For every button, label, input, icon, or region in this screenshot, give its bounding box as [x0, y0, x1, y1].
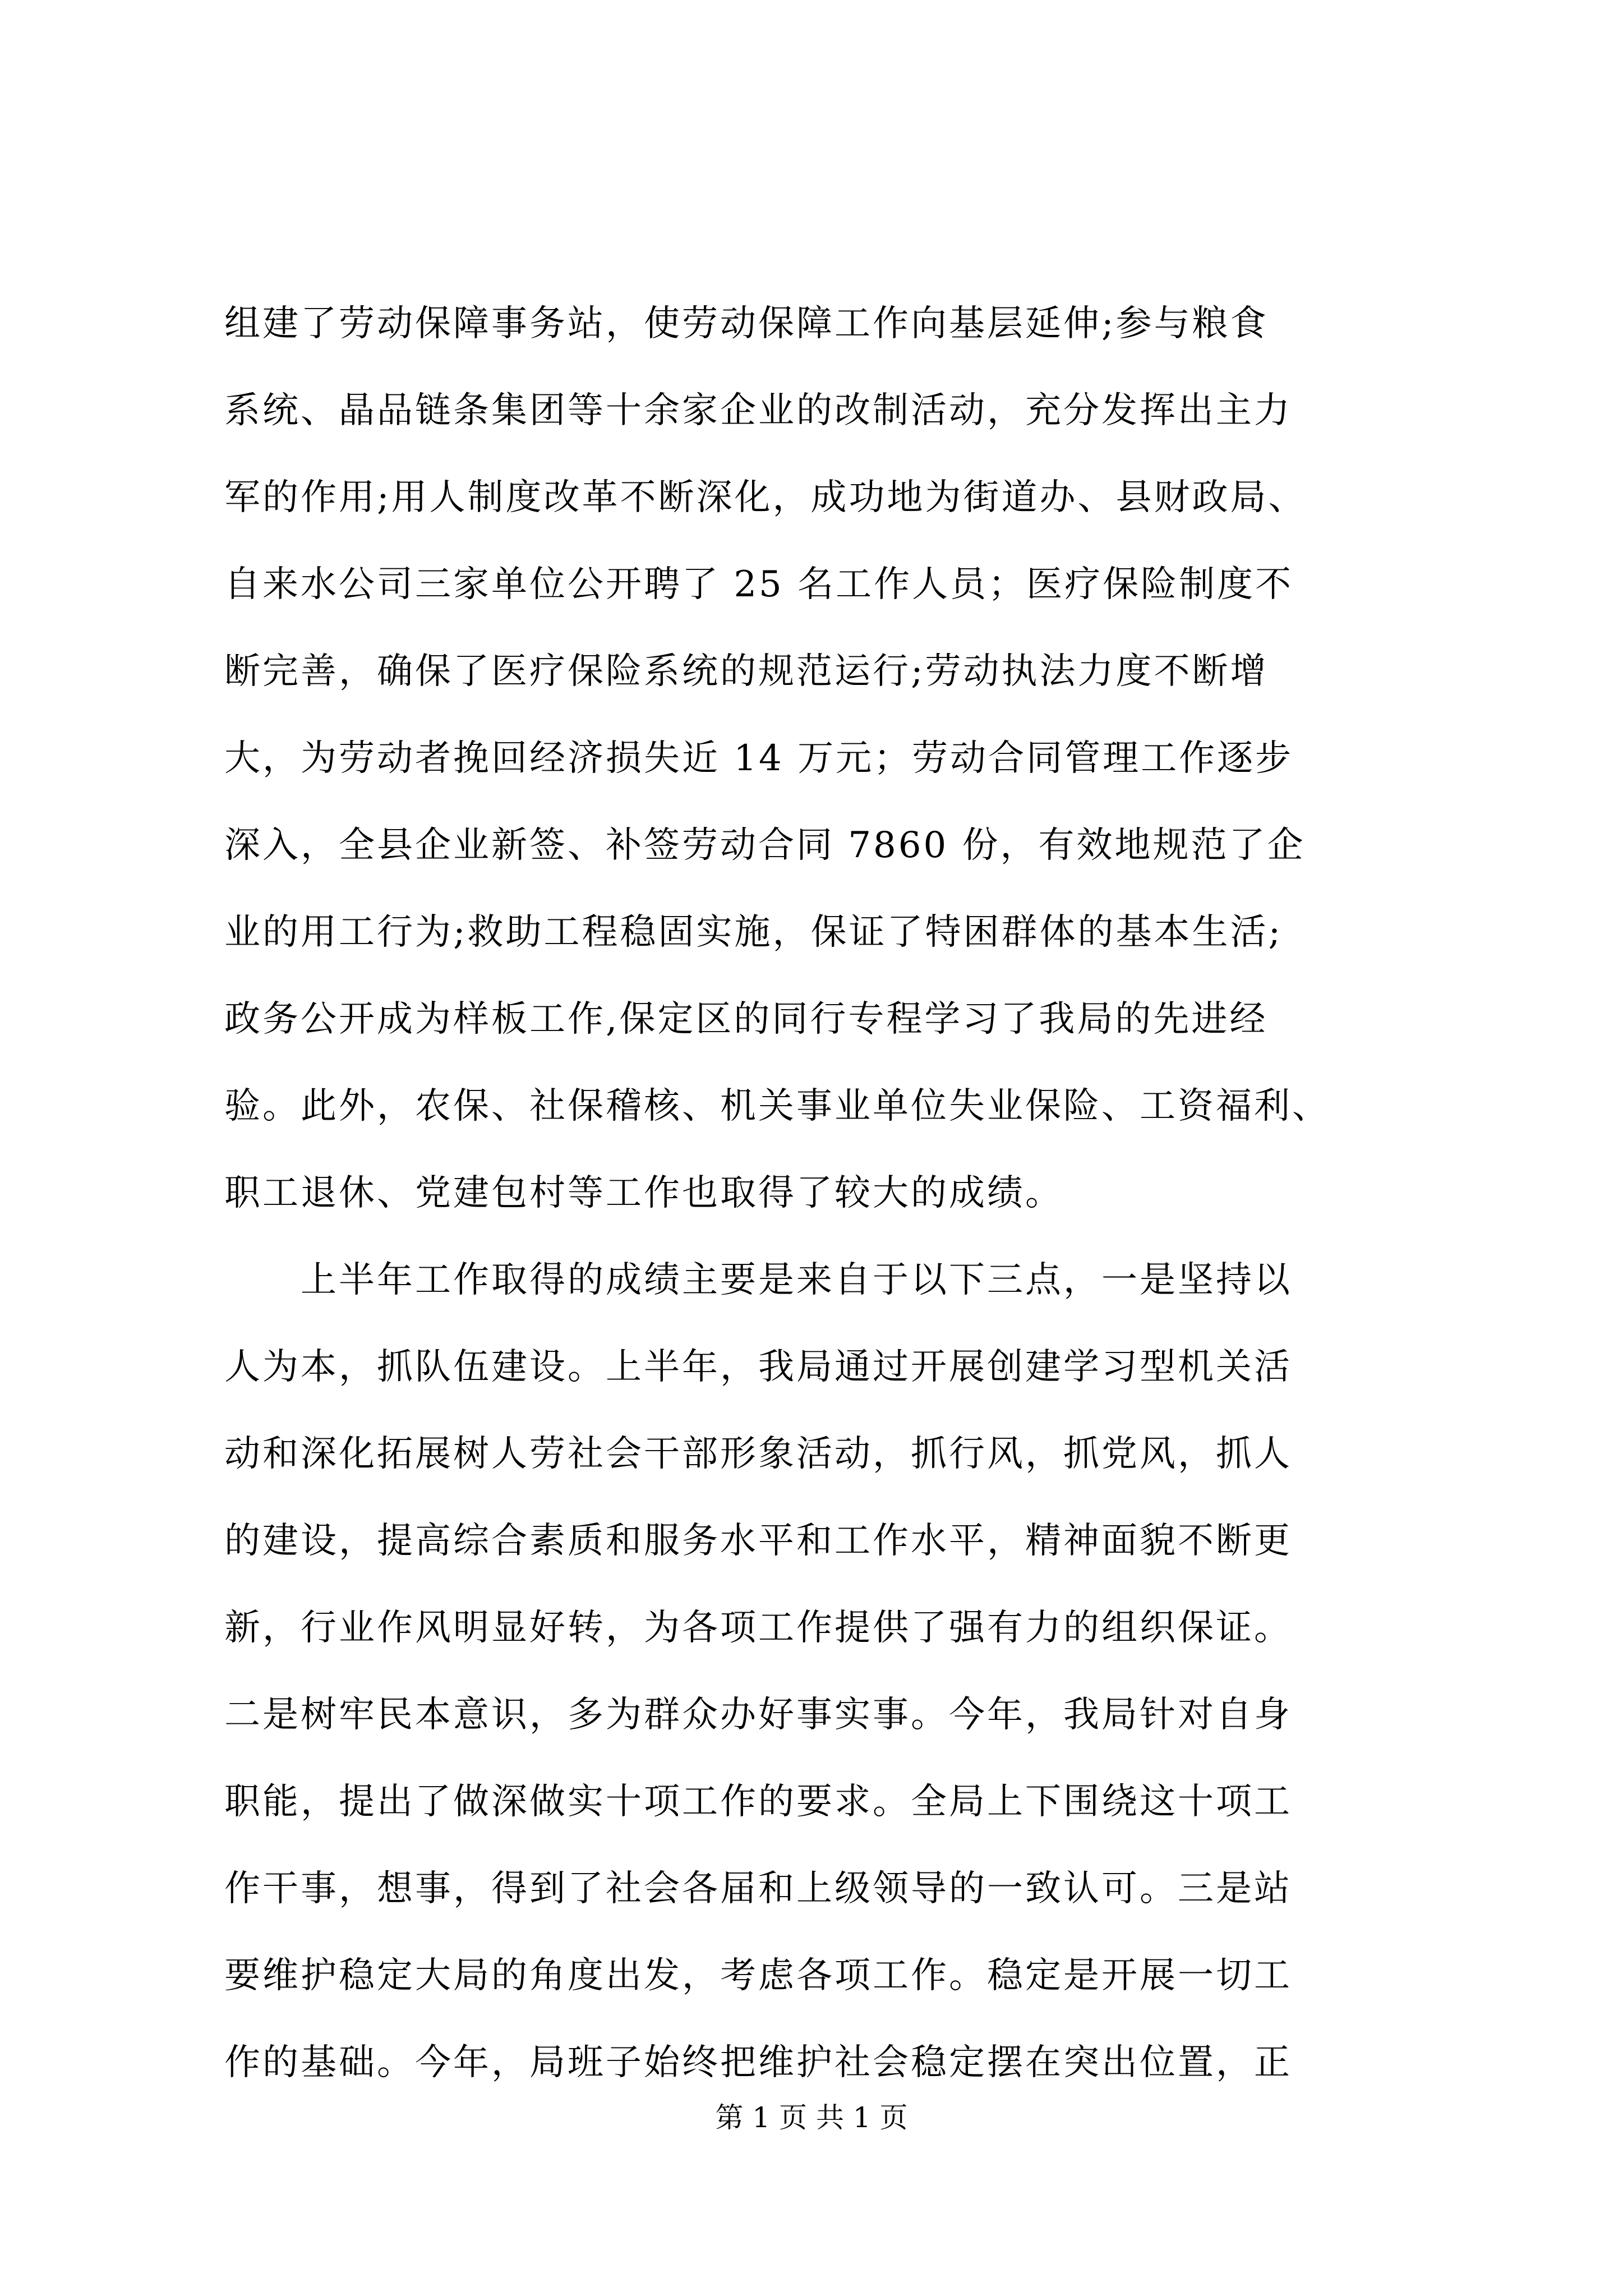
- text-line: 政务公开成为样板工作,保定区的同行专程学习了我局的先进经: [224, 999, 1268, 1040]
- text-line: 验。此外，农保、社保稽核、机关事业单位失业保险、工资福利、: [224, 1085, 1330, 1127]
- text-line: 上半年工作取得的成绩主要是来自于以下三点，一是坚持以: [224, 1259, 1292, 1301]
- text-line: 系统、晶品链条集团等十余家企业的改制活动，充分发挥出主力: [224, 390, 1292, 431]
- text-line: 职能，提出了做深做实十项工作的要求。全局上下围绕这十项工: [224, 1781, 1292, 1823]
- text-line: 组建了劳动保障事务站，使劳动保障工作向基层延伸;参与粮食: [224, 303, 1269, 344]
- text-line: 业的用工行为;救助工程稳固实施，保证了特困群体的基本生活;: [224, 912, 1283, 953]
- text-line: 的建设，提高综合素质和服务水平和工作水平，精神面貌不断更: [224, 1520, 1292, 1562]
- text-line: 二是树牢民本意识，多为群众办好事实事。今年，我局针对自身: [224, 1694, 1292, 1736]
- text-line: 作的基础。今年，局班子始终把维护社会稳定摆在突出位置，正: [224, 2042, 1292, 2083]
- text-line: 大，为劳动者挽回经济损失近 14 万元；劳动合同管理工作逐步: [224, 738, 1294, 779]
- text-line: 职工退休、党建包村等工作也取得了较大的成绩。: [224, 1172, 1063, 1214]
- text-line: 新，行业作风明显好转，为各项工作提供了强有力的组织保证。: [224, 1607, 1292, 1649]
- body-text: [224, 280, 1402, 2106]
- text-line: 军的作用;用人制度改革不断深化，成功地为街道办、县财政局、: [224, 477, 1307, 518]
- text-line: 断完善，确保了医疗保险系统的规范运行;劳动执法力度不断增: [224, 651, 1269, 692]
- text-line: 作干事，想事，得到了社会各届和上级领导的一致认可。三是站: [224, 1868, 1292, 1910]
- text-line: 自来水公司三家单位公开聘了 25 名工作人员；医疗保险制度不: [224, 564, 1294, 605]
- text-line: 要维护稳定大局的角度出发，考虑各项工作。稳定是开展一切工: [224, 1955, 1292, 1996]
- page-number-footer: 第 1 页 共 1 页: [715, 2101, 908, 2134]
- text-line: 人为本，抓队伍建设。上半年，我局通过开展创建学习型机关活: [224, 1346, 1292, 1388]
- text-line: 动和深化拓展树人劳社会干部形象活动，抓行风，抓党风，抓人: [224, 1433, 1292, 1475]
- text-line: 深入，全县企业新签、补签劳动合同 7860 份，有效地规范了企: [224, 825, 1306, 866]
